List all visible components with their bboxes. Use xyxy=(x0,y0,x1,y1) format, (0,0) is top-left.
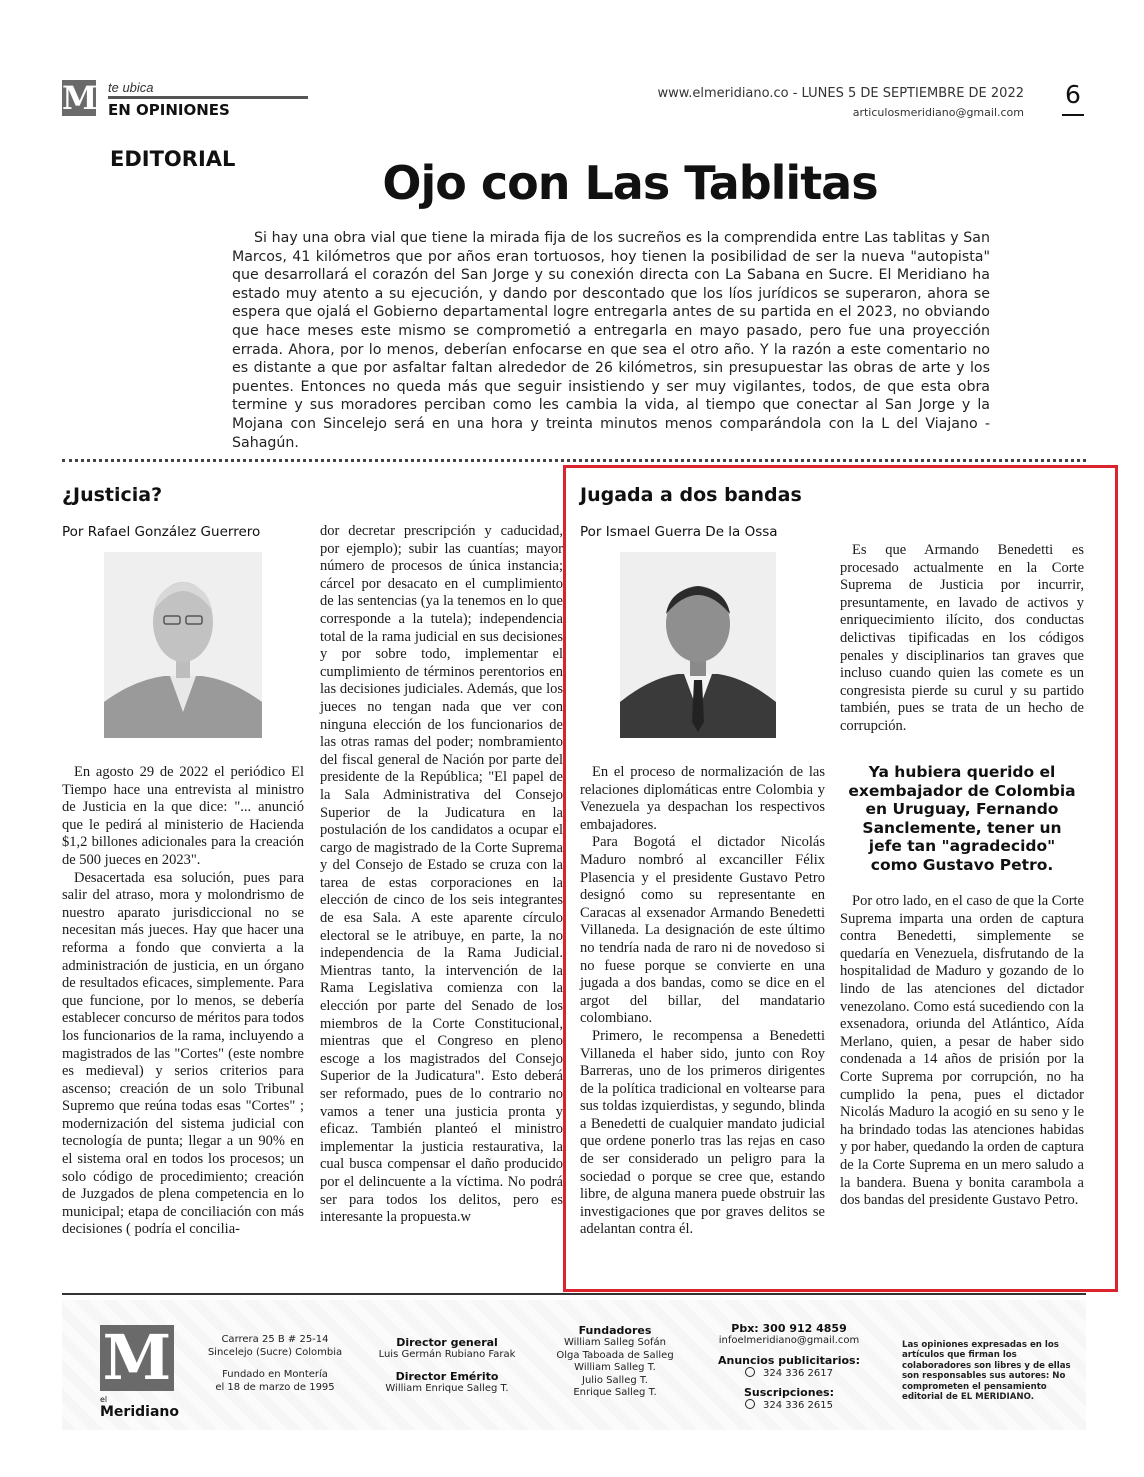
article1-title: ¿Justicia? xyxy=(62,484,163,506)
article2-column2-bottom xyxy=(840,893,1084,1210)
section-rule xyxy=(108,96,308,99)
article1-column2 xyxy=(320,523,563,1227)
author-portrait-icon xyxy=(620,552,776,738)
footer-brand: Meridiano xyxy=(100,1404,179,1420)
article2-byline: Por Ismael Guerra De la Ossa xyxy=(580,524,778,540)
header-email: articulosmeridiano@gmail.com xyxy=(852,106,1024,119)
article2-column2-top xyxy=(840,542,1084,736)
founder-name: William Salleg Sofán xyxy=(564,1337,666,1348)
founders-label: Fundadores xyxy=(578,1324,652,1337)
footer-contacts xyxy=(708,1322,870,1413)
article2-col1-paragraph: Para Bogotá el dictador Nicolás Maduro nombró al excanciller Félix Plasencia y el presidente Gustavo Petro designó como su representante en Caracas al exsenador Armando Benedetti Villaneda. La designación de este último no tendría nada de raro ni de novedoso si no fuese porque se convierte en una jugada a dos bandas, como se dice en el argot del billar, del mandatario colombiano. xyxy=(580,834,825,1027)
page-number: 6 xyxy=(1065,80,1081,109)
section-tag: te ubica xyxy=(108,80,154,95)
director-emerito-label: Director Emérito xyxy=(395,1369,499,1383)
director-general-name: Luis Germán Rubiano Farak xyxy=(378,1349,516,1360)
author-photo-guerra xyxy=(620,552,776,738)
author-photo-gonzalez xyxy=(104,552,262,738)
address-line: Carrera 25 B # 25-14 xyxy=(221,1334,329,1345)
article2-column1 xyxy=(580,764,825,1239)
footer-rule xyxy=(62,1293,1086,1295)
footer-logo: M xyxy=(100,1325,174,1391)
whatsapp-icon xyxy=(745,1399,755,1409)
footer-brand-prefix: el xyxy=(100,1395,108,1404)
article1-col1-paragraph: Desacertada esa solución, pues para salir del atraso, mora y molondrismo de nuestro aparato jurisdiccional no se necesitan más jueces. Hay que hacer una reforma a fondo que convierta a la administración de justicia, en un órgano de resultados eficaces, simplemente. Para que funcione, por lo menos, se debería establecer concurso de méritos para todos los funcionarios de la rama, incluyendo a magistrados de las "Cortes" (este nombre es medieval) y serios criterios para ascenso; creación de un solo Tribunal Supremo que reúna todas esas "Cortes" ; modernización del sistema judicial con tecnología de punta; llegar a un 90% en el sistema oral en todos los procesos; un solo código de procedimiento; creación de Juzgados de plena competencia en lo municipal; etapa de conciliación con más decisiones ( podría el concilia- xyxy=(62,869,304,1238)
founder-name: Olga Taboada de Salleg xyxy=(556,1349,674,1361)
footer-directors xyxy=(372,1336,522,1395)
article2-col2-paragraph: Por otro lado, en el caso de que la Corte Suprema imparta una orden de captura contra Benedetti, simplemente se quedaría en Venezuela, disfrutando de la hospitalidad de Maduro y gozando de lo lindo de las atenciones del dictador venezolano. Como está sucediendo con la exsenadora, oriunda del Atlántico, Aída Merlano, quien, a pesar de haber sido condenada a 14 años de prisión por la Corte Suprema por corrupción, no ha cumplido la pena, pues el dictador Nicolás Maduro la acogió en su seno y le ha brindado todas las atenciones habidas y por haber, quedando la orden de captura de la Corte Suprema en un mero saludo a la bandera. Buena y bonita carambola a dos bandas del presidente Gustavo Petro. xyxy=(840,893,1084,1209)
section-divider xyxy=(62,459,1086,462)
ads-phone[interactable]: 324 336 2617 xyxy=(763,1367,833,1379)
founded-line: Fundado en Montería xyxy=(222,1369,328,1380)
footer-contact-email[interactable]: infoelmeridiano@gmail.com xyxy=(718,1335,860,1346)
section-name: EN OPINIONES xyxy=(108,101,230,119)
ads-phone-row xyxy=(708,1367,870,1381)
subscriptions-label: Suscripciones: xyxy=(744,1386,834,1399)
pbx-number: Pbx: 300 912 4859 xyxy=(731,1322,847,1335)
editorial-headline: Ojo con Las Tablitas xyxy=(382,156,878,210)
article1-col1-paragraph: En agosto 29 de 2022 el periódico El Tiempo hace una entrevista al ministro de Justicia en la que dice: "... anunció que le pedirá al ministerio de Hacienda $1,2 billones adicionales para la creación de 500 jueces en 2023". xyxy=(62,764,304,868)
subscriptions-phone[interactable]: 324 336 2615 xyxy=(763,1400,833,1411)
founder-name: Julio Salleg T. xyxy=(582,1374,648,1386)
address-line: Sincelejo (Sucre) Colombia xyxy=(207,1346,343,1358)
article1-byline: Por Rafael González Guerrero xyxy=(62,524,261,540)
masthead-logo: M xyxy=(62,79,98,117)
dateline: www.elmeridiano.co - LUNES 5 DE SEPTIEMBRE DE 2022 xyxy=(657,86,1024,101)
article2-col1-paragraph: Primero, le recompensa a Benedetti Villaneda el haber sido, junto con Roy Barreras, uno de los primeros dirigentes de la política tradicional en voltearse para sus toldas izquierdistas, y segundo, blinda a Benedetti de cualquier mandato judicial que ordene ponerlo tras las rejas en caso de ser considerado un peligro para la sociedad o porque se cree que, estando libre, de alguna manera puede obstruir las investigaciones que por graves delitos se adelantan contra él. xyxy=(580,1027,825,1238)
article1-col2-paragraph: dor decretar prescripción y caducidad, por ejemplo); subir las cuantías; mayor número de procesos de única instancia; cárcel por desacato en el cumplimiento de las sentencias (ya la tenemos en lo que corresponde a la tutela); independencia total de la rama judicial en sus decisiones y por sobre todo, implementar el cumplimiento de términos perentorios en las decisiones judiciales. Además, que los jueces no tengan nada que ver con ninguna elección de los funcionarios de las otras ramas del poder; nombramiento del fiscal general de Nación por parte del presidente de la República; "El papel de la Sala Administrativa del Consejo Superior de la Judicatura en la postulación de los candidatos a ocupar el cargo de magistrado de la Corte Suprema y del Consejo de Estado se cruza con la tarea de estas corporaciones en la elección de cinco de los seis integrantes de esa Sala. A este aparente círculo electoral se le atribuye, en parte, la no independencia de la Rama Judicial. Mientras tanto, la intervención de la Rama Legislativa comienza con la elección por parte del Senado de los miembros de la Corte Constitucional, mientras que el Congreso en pleno escoge a los magistrados del Consejo Superior de la Judicatura". Esto deberá ser reformado, pues de lo contrario no vamos a tener una justicia pronta y eficaz. También planteó el ministro implementar la justicia restaurativa, la cual busca compensar el daño producido por el delincuente a la víctima. No podrá ser para todos los delitos, pero es interesante la propuesta.w xyxy=(320,523,563,1226)
founded-line: el 18 de marzo de 1995 xyxy=(215,1381,335,1393)
subscriptions-phone-row xyxy=(708,1399,870,1413)
founder-name: William Salleg T. xyxy=(574,1362,656,1373)
footer-disclaimer: Las opiniones expresadas en los artículos que firman los colaboradores son libres y de ellas son responsables sus autores: No comprometen el pensamiento editorial de EL MERIDIANO. xyxy=(902,1340,1071,1403)
author-portrait-icon xyxy=(104,552,262,738)
editorial-body: Si hay una obra vial que tiene la mirada fija de los sucreños es la comprendida entre Las tablitas y San Marcos, 41 kilómetros que por años eran tortuosos, hoy tienen la posibilidad de ser la nueva "autopista" que desarrollará el corazón del San Jorge y su conexión directa con La Sabana en Sucre. El Meridiano ha estado muy atento a su ejecución, y dando por descontado que los líos jurídicos se superaron, ahora se espera que ojalá el Gobierno departamental logre entregarla antes de su partida en el 2023, no obviando que hace meses este mismo se comprometió a entregarla en mayo pasado, pero fue una proyección errada. Ahora, por lo menos, deberían enfocarse en que sea el otro año. Y la razón a este comentario no es distante a que por asfaltar faltan alrededor de 26 kilómetros, sin presupuestar las obras de arte y los puentes. Entonces no queda más que seguir insistiendo y ser muy vigilantes, todos, de que esta obra termine y sus moradores perciban como les cambia la vida, al tiempo que conectar al San Jorge y la Mojana con Sincelejo será en una hora y treinta minutos menos comparándola con la L del Viajano - Sahagún. xyxy=(232,230,990,451)
article2-title: Jugada a dos bandas xyxy=(580,484,802,506)
founder-name: Enrique Salleg T. xyxy=(573,1387,657,1398)
footer-address xyxy=(200,1334,350,1394)
director-emerito-name: William Enrique Salleg T. xyxy=(385,1382,509,1394)
article2-col2-paragraph: Es que Armando Benedetti es procesado actualmente en la Corte Suprema de Justicia por incurrir, presuntamente, en lavado de activos y enriquecimiento ilícito, dos conductas delictivas tipificadas en los códigos penales y disciplinarios tan graves que incluso cuando quien las comete es un congresista pierde su curul y su partido también, pues se trata de un hecho de corrupción. xyxy=(840,542,1084,734)
ads-label: Anuncios publicitarios: xyxy=(717,1353,861,1367)
whatsapp-icon xyxy=(745,1367,755,1377)
footer-founders xyxy=(540,1324,690,1400)
director-general-label: Director general xyxy=(396,1336,498,1349)
page-number-rule xyxy=(1062,114,1084,116)
pull-quote: Ya hubiera querido el exembajador de Colombia en Uruguay, Fernando Sanclemente, tener un jefe tan "agradecido" como Gustavo Petro. xyxy=(848,763,1076,874)
article1-column1 xyxy=(62,764,304,1239)
article2-col1-paragraph: En el proceso de normalización de las relaciones diplomáticas entre Colombia y Venezuela ya despachan los respectivos embajadores. xyxy=(580,764,825,833)
editorial-label: EDITORIAL xyxy=(110,147,236,171)
